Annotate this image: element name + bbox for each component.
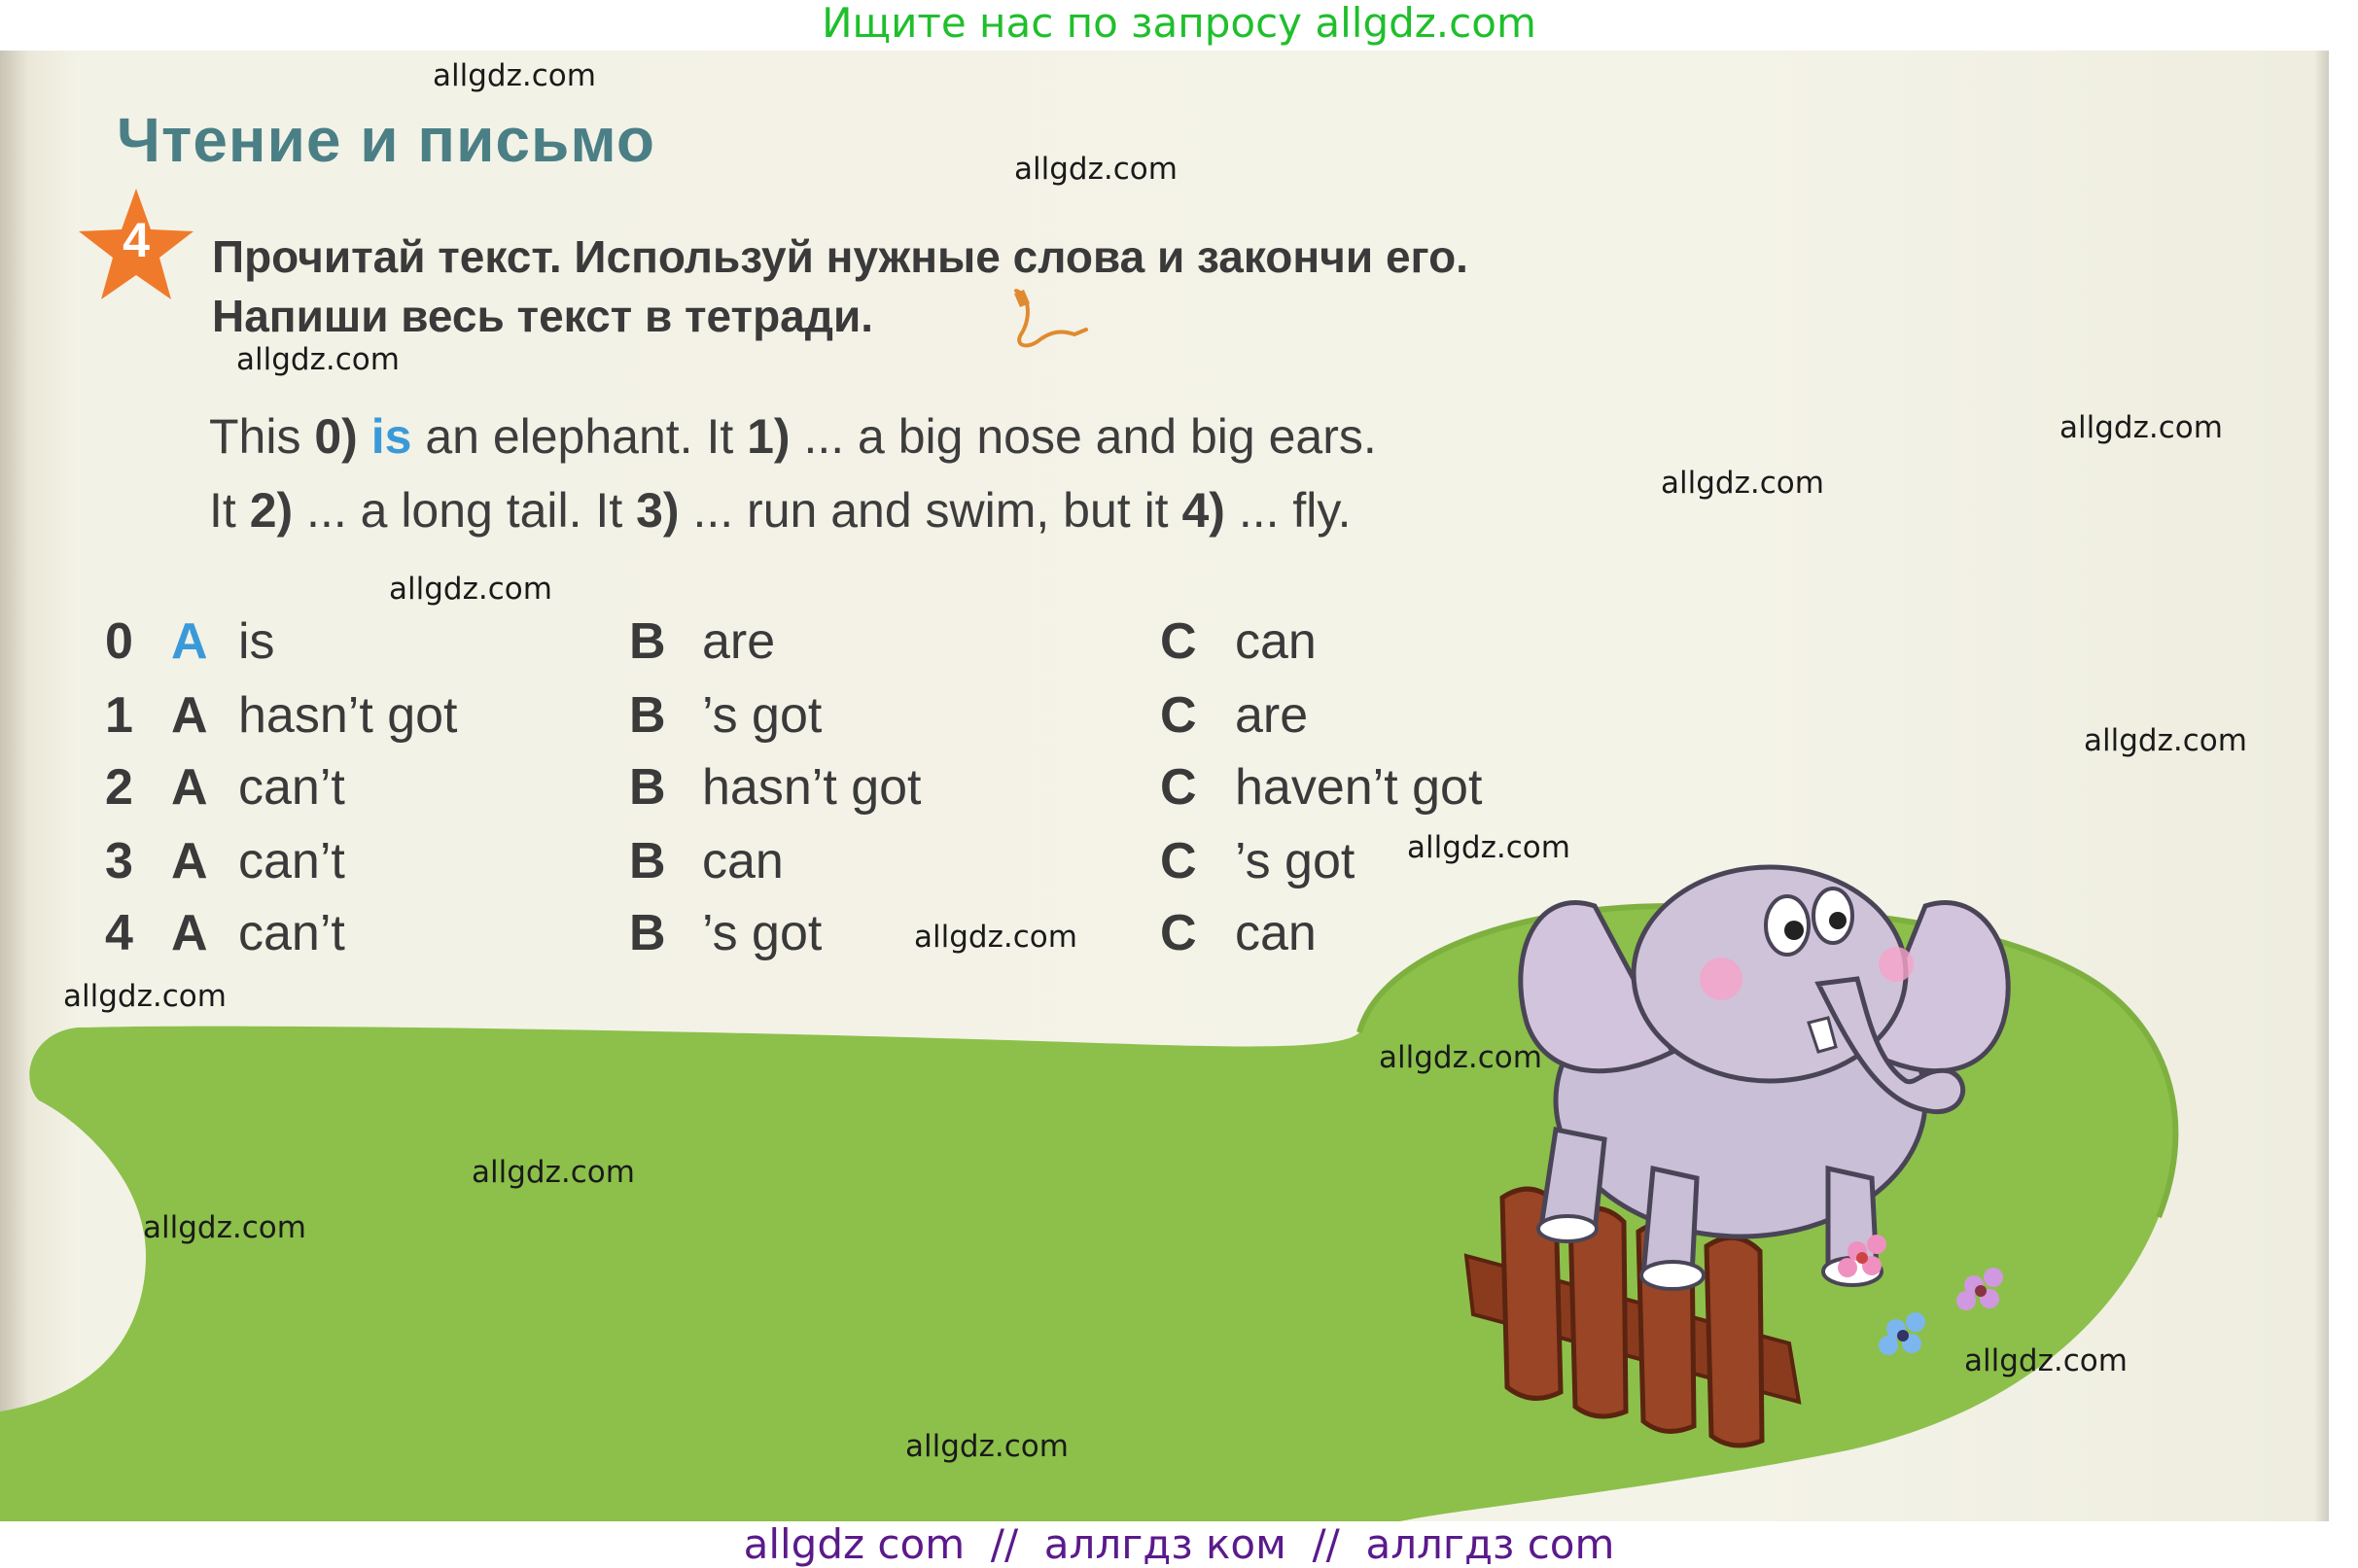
watermark: allgdz.com	[389, 572, 552, 607]
watermark: allgdz.com	[63, 979, 227, 1014]
watermark: allgdz.com	[2059, 410, 2223, 445]
watermark: allgdz.com	[914, 920, 1077, 955]
option-letter-c: C	[1160, 759, 1197, 816]
row-number: 1	[105, 687, 133, 744]
instruction-line-2: Напиши весь текст в тетради.	[212, 291, 874, 341]
option-b-text: are	[702, 613, 776, 670]
watermark: allgdz.com	[2084, 723, 2247, 758]
watermark: allgdz.com	[905, 1429, 1069, 1464]
option-letter-b: B	[629, 687, 666, 744]
watermark: allgdz.com	[433, 58, 596, 93]
watermark: allgdz.com	[1379, 1040, 1542, 1075]
option-letter-b: B	[629, 905, 666, 961]
watermark: allgdz.com	[1661, 466, 1824, 501]
option-b-text: ’s got	[702, 905, 823, 961]
option-a-text: is	[238, 613, 275, 670]
textbook-page	[0, 51, 2329, 1521]
option-c-text: haven’t got	[1235, 759, 1483, 816]
section-title: Чтение и письмо	[117, 105, 655, 175]
option-letter-a: A	[171, 687, 208, 744]
option-a-text: can’t	[238, 905, 345, 961]
option-c-text: can	[1235, 905, 1317, 961]
watermark: allgdz.com	[236, 342, 400, 377]
row-number: 0	[105, 613, 133, 670]
option-letter-a: A	[171, 833, 208, 889]
instruction-line-1: Прочитай текст. Используй нужные слова и закончи его.	[212, 231, 1468, 282]
option-c-text: ’s got	[1235, 833, 1355, 889]
option-letter-a: A	[171, 613, 208, 670]
page-edge	[2329, 51, 2358, 1521]
option-b-text: hasn’t got	[702, 759, 922, 816]
exercise-number: 4	[123, 213, 150, 267]
option-a-text: can’t	[238, 759, 345, 816]
option-letter-b: B	[629, 613, 666, 670]
option-c-text: are	[1235, 687, 1309, 744]
option-letter-a: A	[171, 905, 208, 961]
option-a-text: hasn’t got	[238, 687, 458, 744]
watermark: allgdz.com	[1964, 1343, 2128, 1378]
watermark: allgdz.com	[143, 1210, 306, 1245]
option-a-text: can’t	[238, 833, 345, 889]
watermark: allgdz.com	[1407, 830, 1570, 865]
row-number: 4	[105, 905, 133, 961]
option-b-text: can	[702, 833, 784, 889]
option-letter-b: B	[629, 833, 666, 889]
option-letter-c: C	[1160, 687, 1197, 744]
option-b-text: ’s got	[702, 687, 823, 744]
pencil-icon	[1006, 286, 1094, 354]
option-letter-c: C	[1160, 905, 1197, 961]
star-badge-icon	[73, 185, 199, 311]
option-letter-a: A	[171, 759, 208, 816]
watermark: allgdz.com	[472, 1155, 635, 1190]
option-letter-c: C	[1160, 833, 1197, 889]
row-number: 3	[105, 833, 133, 889]
option-letter-b: B	[629, 759, 666, 816]
top-banner: Ищите нас по запросу allgdz.com	[822, 0, 1536, 47]
bottom-banner: allgdz com // аллгдз ком // аллгдз com	[743, 1520, 1615, 1568]
story-line-1: This 0) is an elephant. It 1) ... a big nose and big ears.	[209, 409, 1377, 464]
option-c-text: can	[1235, 613, 1317, 670]
row-number: 2	[105, 759, 133, 816]
story-line-2: It 2) ... a long tail. It 3) ... run and swim, but it 4) ... fly.	[209, 483, 1352, 538]
option-letter-c: C	[1160, 613, 1197, 670]
watermark: allgdz.com	[1014, 152, 1178, 187]
